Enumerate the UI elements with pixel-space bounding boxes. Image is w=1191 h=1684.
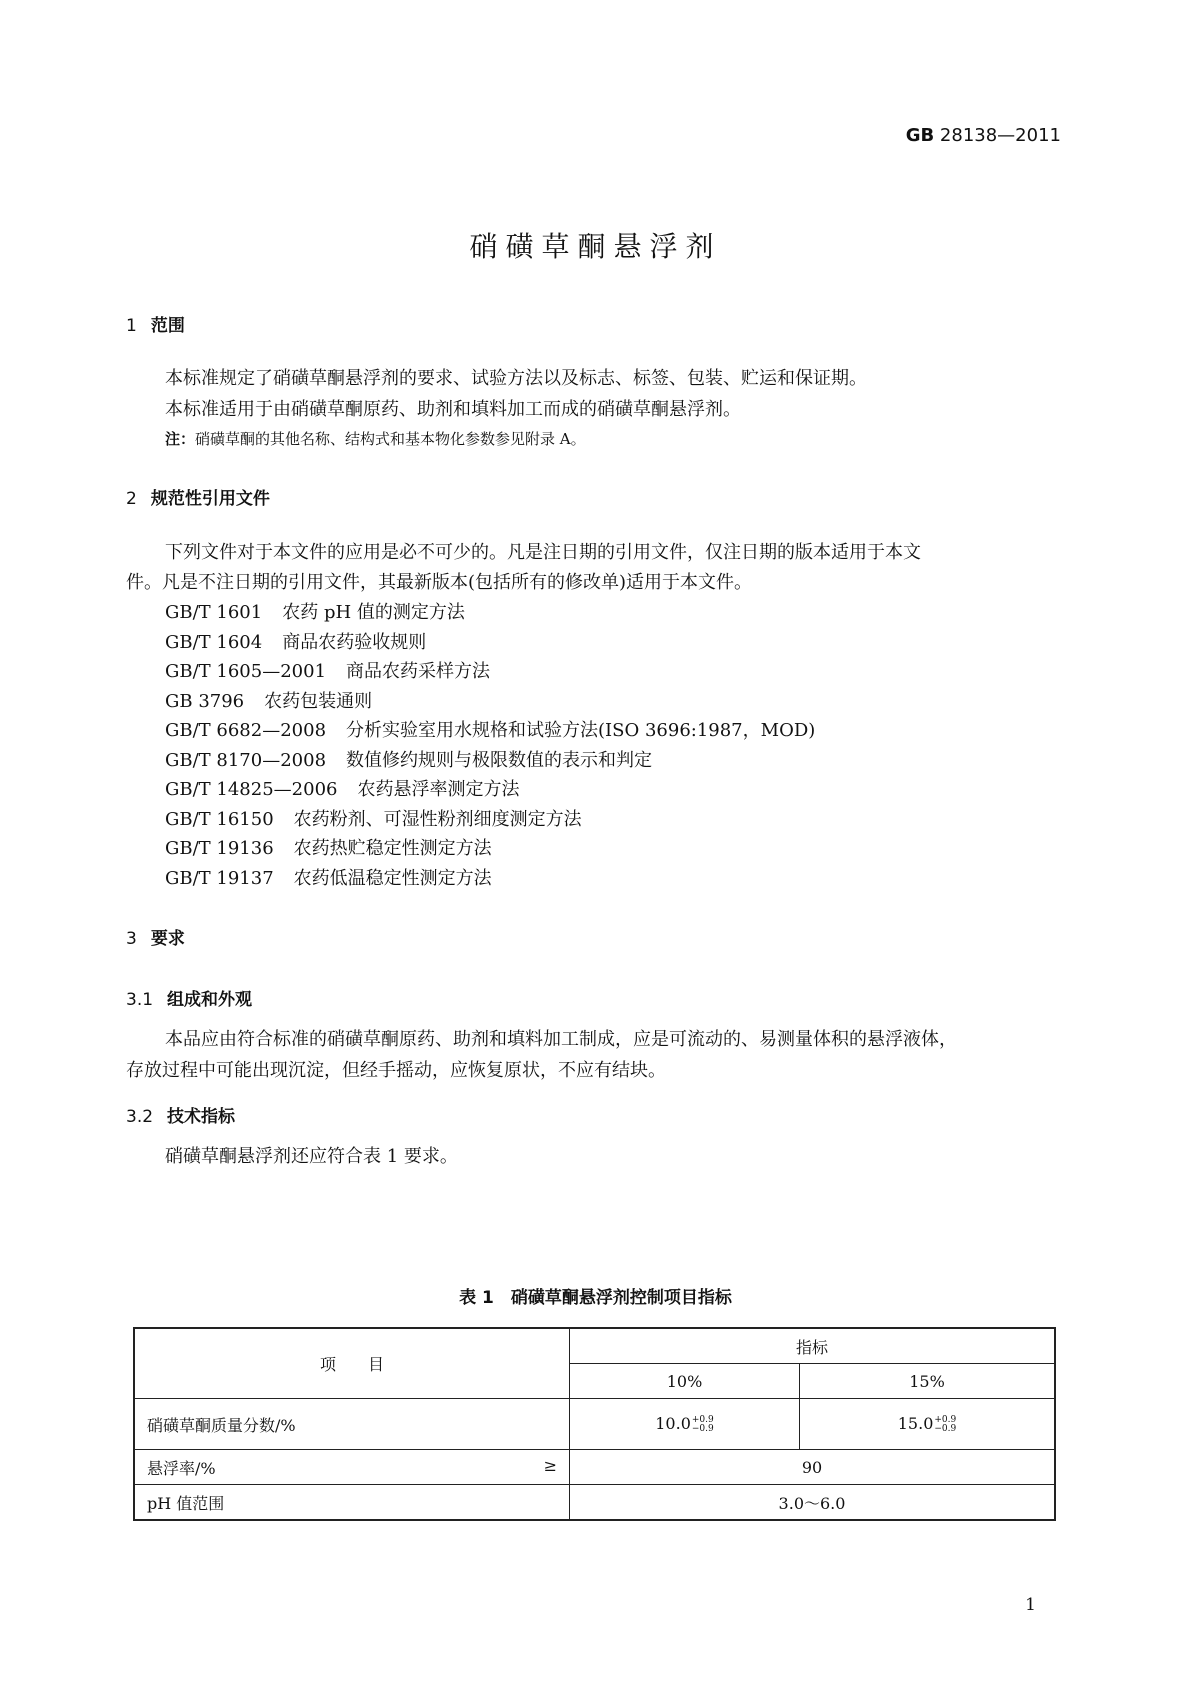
reference-code: GB/T 8170—2008 xyxy=(165,750,327,771)
section-2-heading xyxy=(126,484,270,509)
reference-code: GB/T 19137 xyxy=(165,868,274,889)
reference-item xyxy=(165,628,426,654)
value-base: 15.0 xyxy=(897,1414,934,1434)
cell-value xyxy=(570,1399,800,1450)
header-index: 指标 xyxy=(570,1328,1056,1364)
reference-code: GB/T 14825—2006 xyxy=(165,779,338,800)
section-title: 要求 xyxy=(150,929,185,949)
standard-prefix: GB xyxy=(905,125,935,146)
cell-value: 90 xyxy=(570,1450,1056,1485)
table-row xyxy=(134,1485,1055,1521)
table-caption: 表 1 硝磺草酮悬浮剂控制项目指标 xyxy=(459,1288,732,1308)
reference-item xyxy=(165,687,372,713)
reference-title: 商品农药采样方法 xyxy=(346,661,491,682)
value-base: 10.0 xyxy=(655,1414,691,1434)
reference-title: 农药粉剂、可湿性粉剂细度测定方法 xyxy=(293,809,582,830)
header-item: 项 目 xyxy=(134,1328,570,1399)
reference-title: 农药低温稳定性测定方法 xyxy=(293,868,492,889)
row-label: pH 值范围 xyxy=(134,1485,570,1521)
table-header-row xyxy=(134,1328,1055,1364)
row-label-cell xyxy=(134,1450,570,1485)
cell-value xyxy=(800,1399,1056,1450)
reference-title: 数值修约规则与极限数值的表示和判定 xyxy=(346,750,653,771)
row-label: 悬浮率/% xyxy=(147,1458,216,1478)
section-title: 技术指标 xyxy=(167,1107,236,1127)
section-number: 3 xyxy=(126,929,137,949)
reference-item xyxy=(165,716,815,742)
paragraph: 下列文件对于本文件的应用是必不可少的。凡是注日期的引用文件，仅注日期的版本适用于本文 xyxy=(165,542,921,563)
reference-item xyxy=(165,864,492,890)
paragraph: 存放过程中可能出现沉淀，但经手摇动，应恢复原状，不应有结块。 xyxy=(126,1060,666,1081)
reference-title: 商品农药验收规则 xyxy=(282,632,427,653)
tolerance-plus: +0.9 xyxy=(934,1414,957,1425)
standard-code xyxy=(906,125,1061,146)
section-number: 1 xyxy=(126,316,137,336)
paragraph: 本标准适用于由硝磺草酮原药、助剂和填料加工而成的硝磺草酮悬浮剂。 xyxy=(165,399,741,420)
section-1-heading xyxy=(126,311,185,336)
section-3-1-heading xyxy=(126,985,252,1010)
section-title: 组成和外观 xyxy=(167,990,253,1010)
note xyxy=(165,428,586,449)
section-number: 3.2 xyxy=(126,1107,154,1127)
reference-title: 分析实验室用水规格和试验方法(ISO 3696:1987，MOD) xyxy=(346,720,816,741)
reference-code: GB/T 6682—2008 xyxy=(165,720,327,741)
reference-item xyxy=(165,805,582,831)
reference-item xyxy=(165,775,519,801)
reference-item xyxy=(165,834,492,860)
cell-value: 3.0～6.0 xyxy=(570,1485,1056,1521)
paragraph: 硝磺草酮悬浮剂还应符合表 1 要求。 xyxy=(165,1146,458,1167)
header-col-15: 15% xyxy=(800,1364,1056,1399)
reference-item xyxy=(165,746,652,772)
reference-code: GB/T 19136 xyxy=(165,838,274,859)
reference-code: GB/T 1601 xyxy=(165,602,263,623)
reference-item xyxy=(165,657,490,683)
section-title: 范围 xyxy=(150,316,185,336)
standard-number: 28138—2011 xyxy=(939,125,1061,146)
spec-table xyxy=(133,1327,1056,1521)
section-3-heading xyxy=(126,924,185,949)
reference-title: 农药 pH 值的测定方法 xyxy=(282,602,465,623)
tolerance xyxy=(934,1416,956,1434)
comparison-symbol: ≥ xyxy=(543,1455,557,1475)
note-text: 硝磺草酮的其他名称、结构式和基本物化参数参见附录 A。 xyxy=(195,430,586,448)
section-number: 3.1 xyxy=(126,990,154,1010)
reference-item xyxy=(165,598,465,624)
tolerance-minus: −0.9 xyxy=(691,1423,714,1434)
page-number: 1 xyxy=(1025,1595,1036,1615)
tolerance-plus: +0.9 xyxy=(691,1414,714,1425)
note-label: 注： xyxy=(165,430,196,448)
reference-code: GB/T 1604 xyxy=(165,632,263,653)
reference-code: GB/T 1605—2001 xyxy=(165,661,327,682)
tolerance-minus: −0.9 xyxy=(934,1423,957,1434)
table-row xyxy=(134,1399,1055,1450)
header-col-10: 10% xyxy=(570,1364,800,1399)
reference-title: 农药悬浮率测定方法 xyxy=(357,779,520,800)
reference-code: GB 3796 xyxy=(165,691,245,712)
row-label: 硝磺草酮质量分数/% xyxy=(134,1399,570,1450)
table-row xyxy=(134,1450,1055,1485)
section-title: 规范性引用文件 xyxy=(150,489,270,509)
document-title: 硝磺草酮悬浮剂 xyxy=(469,230,722,263)
reference-title: 农药热贮稳定性测定方法 xyxy=(293,838,492,859)
paragraph: 件。凡是不注日期的引用文件，其最新版本(包括所有的修改单)适用于本文件。 xyxy=(126,572,753,593)
reference-code: GB/T 16150 xyxy=(165,809,274,830)
reference-title: 农药包装通则 xyxy=(264,691,373,712)
paragraph: 本品应由符合标准的硝磺草酮原药、助剂和填料加工制成，应是可流动的、易测量体积的悬浮液体， xyxy=(165,1029,957,1050)
section-number: 2 xyxy=(126,489,137,509)
paragraph: 本标准规定了硝磺草酮悬浮剂的要求、试验方法以及标志、标签、包装、贮运和保证期。 xyxy=(165,368,867,389)
tolerance xyxy=(692,1416,714,1434)
section-3-2-heading xyxy=(126,1102,235,1127)
